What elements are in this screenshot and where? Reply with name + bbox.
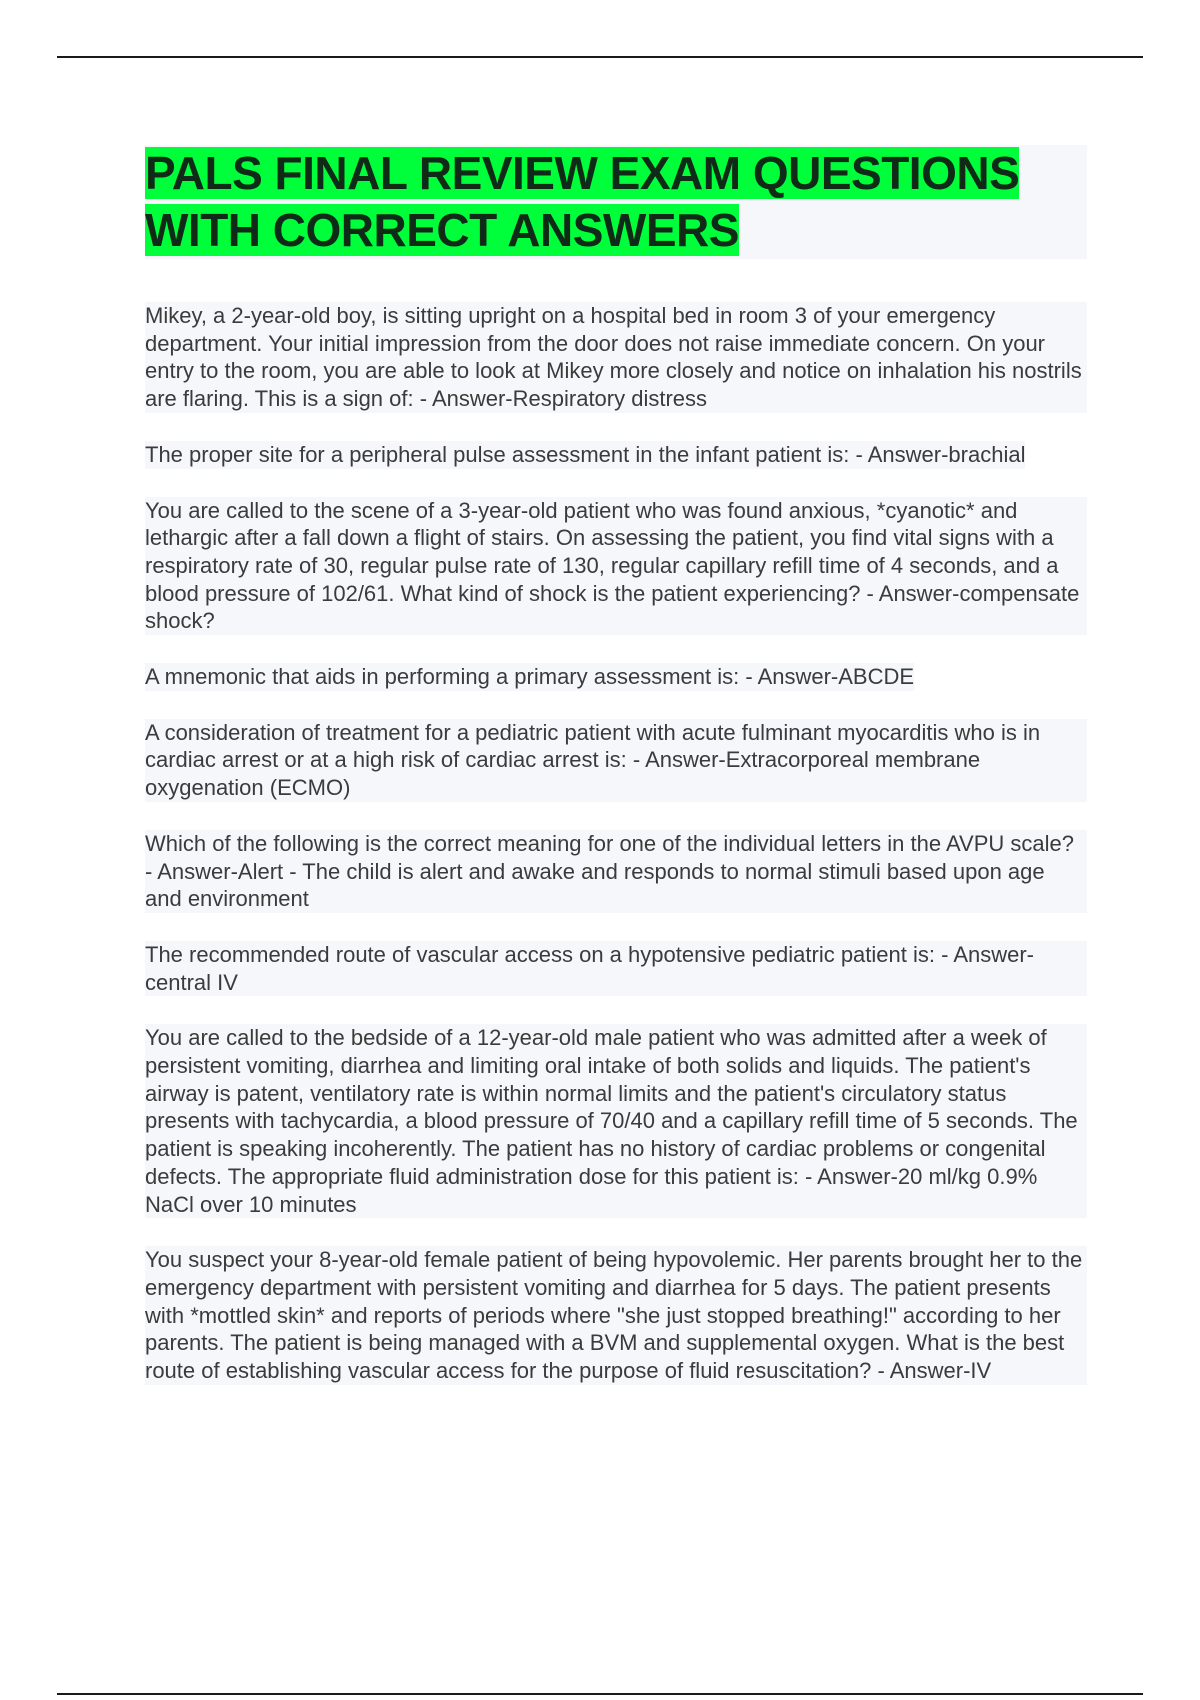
qa-item: You suspect your 8-year-old female patient of being hypovolemic. Her parents brought her to the emergency department with persistent vomiting and diarrhea for 5 days. The patient presents with *mottled skin* and reports of periods where "she just stopped breathing!" according to her parents. The patient is being managed with a BVM and supplemental oxygen. What is the best route of establishing vascular access for the purpose of fluid resuscitation? - Answer-IV: [145, 1246, 1087, 1385]
qa-list: [145, 302, 1090, 1385]
title-block: [145, 145, 1087, 259]
bottom-rule: [57, 1693, 1143, 1695]
qa-item: Mikey, a 2-year-old boy, is sitting upright on a hospital bed in room 3 of your emergency department. Your initial impression from the door does not raise immediate concern. On your entry to the room, you are able to look at Mikey more closely and notice on inhalation his nostrils are flaring. This is a sign of: - Answer-Respiratory distress: [145, 302, 1087, 413]
top-rule: [57, 56, 1143, 58]
document-body: [145, 145, 1090, 1413]
qa-item: You are called to the scene of a 3-year-old patient who was found anxious, *cyanotic* and lethargic after a fall down a flight of stairs. On assessing the patient, you find vital signs with a respiratory rate of 30, regular pulse rate of 130, regular capillary refill time of 4 seconds, and a blood pressure of 102/61. What kind of shock is the patient experiencing? - Answer-compensate shock?: [145, 497, 1087, 636]
qa-item: Which of the following is the correct meaning for one of the individual letters in the AVPU scale? - Answer-Alert - The child is alert and awake and responds to normal stimuli based upon age and environment: [145, 830, 1087, 913]
qa-item: You are called to the bedside of a 12-year-old male patient who was admitted after a week of persistent vomiting, diarrhea and limiting oral intake of both solids and liquids. The patient's airway is patent, ventilatory rate is within normal limits and the patient's circulatory status presents with tachycardia, a blood pressure of 70/40 and a capillary refill time of 5 seconds. The patient is speaking incoherently. The patient has no history of cardiac problems or congenital defects. The appropriate fluid administration dose for this patient is: - Answer-20 ml/kg 0.9% NaCl over 10 minutes: [145, 1024, 1087, 1218]
qa-item: A consideration of treatment for a pediatric patient with acute fulminant myocarditis who is in cardiac arrest or at a high risk of cardiac arrest is: - Answer-Extracorporeal membrane oxygenation (ECMO): [145, 719, 1087, 802]
qa-item: The recommended route of vascular access on a hypotensive pediatric patient is: - Answer-central IV: [145, 941, 1087, 996]
qa-item: The proper site for a peripheral pulse assessment in the infant patient is: - Answer-brachial: [145, 441, 1026, 467]
qa-item: A mnemonic that aids in performing a primary assessment is: - Answer-ABCDE: [145, 664, 915, 690]
document-title: [145, 145, 1087, 259]
title-highlight: PALS FINAL REVIEW EXAM QUESTIONS WITH CORRECT ANSWERS: [145, 147, 1020, 256]
